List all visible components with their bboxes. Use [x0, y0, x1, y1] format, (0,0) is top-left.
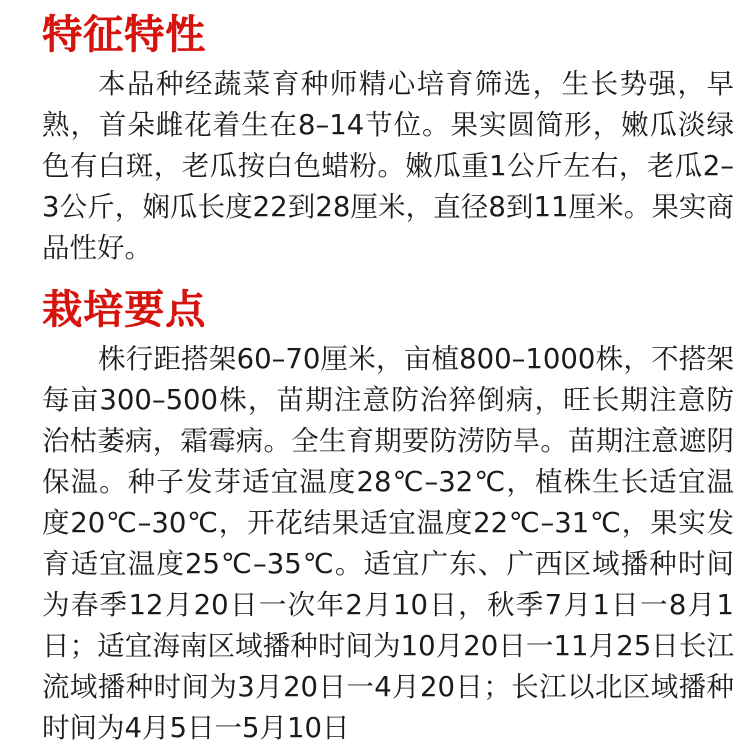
section-characteristics [42, 10, 734, 269]
section-body-cultivation: 株行距搭架60–70厘米，亩植800–1000株，不搭架每亩300–500株，苗期注意防治猝倒病，旺长期注意防治枯萎病，霜霉病。全生育期要防涝防旱。苗期注意遮阴保温。种子发芽适宜温度28℃–32℃，植株生长适宜温度20℃–30℃，开花结果适宜温度22℃–31℃，果实发育适宜温度25℃–35℃。适宜广东、广西区域播种时间为春季12月20日一次年2月10日，秋季7月1日一8月1日；适宜海南区域播种时间为10月20日一11月25日长江流域播种时间为3月20日一4月20日；长江以北区域播种时间为4月5日一5月10日 [42, 343, 734, 744]
section-cultivation [42, 285, 734, 749]
section-body-characteristics: 本品种经蔬菜育种师精心培育筛选，生长势强，早熟，首朵雌花着生在8–14节位。果实圆简形，嫩瓜淡绿色有白斑，老瓜按白色蜡粉。嫩瓜重1公斤左右，老瓜2–3公斤，娴瓜长度22到28厘米，直径8到11厘米。果实商品性好。 [42, 68, 734, 264]
section-heading-characteristics: 特征特性 [42, 11, 206, 58]
section-heading-cultivation: 栽培要点 [42, 286, 206, 333]
